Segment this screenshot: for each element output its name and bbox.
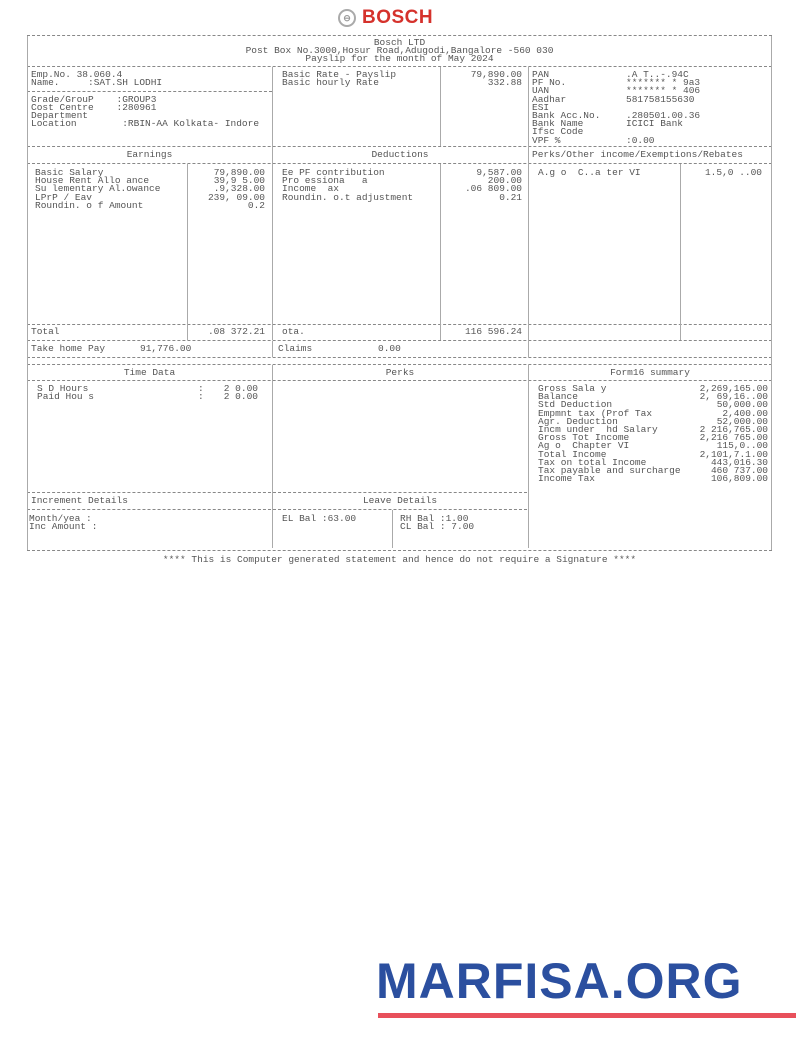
deduction-value: 9,587.00 <box>476 167 522 178</box>
form16-label: Empmnt tax (Prof Tax <box>538 407 653 419</box>
earning-value: 0.2 <box>247 199 265 211</box>
increment-amount: Inc Amount : <box>29 521 98 532</box>
perks-other-heading: Perks/Other income/Exemptions/Rebates <box>532 149 743 160</box>
deduction-label: Income ax <box>282 183 340 195</box>
take-home-value: 91,776.00 <box>140 343 192 354</box>
earning-label: Roundin. o f Amount <box>35 199 144 211</box>
claims-value: 0.00 <box>378 343 401 354</box>
watermark-underline <box>378 1013 796 1018</box>
el-balance: EL Bal :63.00 <box>282 513 357 524</box>
id-label: Bank Name <box>532 118 584 130</box>
form16-label: Gross Tot Income <box>538 432 630 444</box>
department: Department <box>31 110 89 121</box>
form16-heading: Form16 summary <box>610 367 690 378</box>
basic-rate-value: 79,890.00 <box>470 69 522 80</box>
form16-value: 2,400.00 <box>722 407 768 419</box>
id-label: UAN <box>532 85 550 97</box>
form16-value: 115,0..00 <box>716 440 768 452</box>
deductions-total-label: ota. <box>282 326 305 337</box>
id-label: Bank Acc.No. <box>532 110 601 121</box>
bosch-armature-icon: ⊖ <box>338 9 356 27</box>
id-value: .A T..-.94C <box>626 69 689 80</box>
form16-value: 2 216,765.00 <box>699 424 768 435</box>
location: Location :RBIN-AA Kolkata- Indore <box>31 118 260 129</box>
time-sep: : <box>198 391 204 403</box>
earning-label: Su lementary Al.owance <box>35 183 161 195</box>
earnings-total-value: .08 372.21 <box>207 326 265 337</box>
company-name: Bosch LTD <box>373 37 426 48</box>
form16-label: Std Deduction <box>538 399 613 411</box>
deductions-heading: Deductions <box>371 149 429 160</box>
earning-value: 79,890.00 <box>213 167 265 178</box>
id-value: .280501.00.36 <box>626 110 701 121</box>
form16-value: 2,269,165.00 <box>699 383 768 394</box>
form16-label: Incm under hd Salary <box>538 424 658 435</box>
emp-no: Emp.No. 38.060.4 <box>31 69 123 80</box>
emp-name: Name. :SAT.SH LODHI <box>31 77 163 88</box>
earning-value: 239, 09.00 <box>207 191 265 203</box>
time-sep: : <box>198 383 204 394</box>
time-data-heading: Time Data <box>123 367 176 378</box>
hourly-rate-label: Basic hourly Rate <box>282 77 379 88</box>
deduction-label: Ee PF contribution <box>282 167 385 178</box>
cost-centre: Cost Centre :280961 <box>31 102 157 113</box>
form16-label: Gross Sala y <box>538 383 607 394</box>
deduction-value: 200.00 <box>487 175 522 187</box>
form16-label: Balance <box>538 391 578 403</box>
form16-label: Ag o Chapter VI <box>538 440 630 452</box>
leave-heading: Leave Details <box>362 495 438 506</box>
rh-balance: RH Bal :1.00 <box>400 513 469 524</box>
id-value: :0.00 <box>626 134 655 146</box>
form16-value: 50,000.00 <box>716 399 768 411</box>
id-value: ******* * 9a3 <box>626 77 701 89</box>
form16-value: 52,000.00 <box>716 415 768 427</box>
id-label: PF No. <box>532 77 567 89</box>
deduction-label: Roundin. o.t adjustment <box>282 191 414 203</box>
bosch-logo: ⊖ BOSCH <box>338 7 433 29</box>
payslip-title: Payslip for the month of May 2024 <box>305 53 494 64</box>
earning-value: .9,328.00 <box>213 183 265 195</box>
id-label: ESI <box>532 101 550 113</box>
earning-value: 39,9 5.00 <box>213 175 265 187</box>
basic-rate-label: Basic Rate - Payslip <box>282 69 397 80</box>
earning-label: House Rent Allo ance <box>35 175 150 187</box>
form16-label: Agr. Deduction <box>538 415 618 427</box>
time-label: S D Hours <box>37 383 89 394</box>
earnings-heading: Earnings <box>126 149 173 160</box>
deductions-total-value: 116 596.24 <box>464 326 522 337</box>
id-value: ******* * 406 <box>626 85 701 97</box>
form16-value: 2, 69,16..00 <box>699 391 768 403</box>
id-label: Ifsc Code <box>532 126 584 138</box>
deduction-value: 0.21 <box>499 191 522 203</box>
increment-heading: Increment Details <box>31 495 128 506</box>
watermark: MARFISA.ORG <box>376 953 743 1009</box>
time-value: 2 0.00 <box>223 383 258 394</box>
grade: Grade/GrouP :GROUP3 <box>31 94 157 105</box>
hourly-rate-value: 332.88 <box>487 77 522 88</box>
id-label: Aadhar <box>532 93 567 105</box>
company-address: Post Box No.3000,Hosur Road,Adugodi,Bangalore -560 030 <box>245 45 554 56</box>
form16-label: Total Income <box>538 448 607 460</box>
id-label: PAN <box>532 69 550 80</box>
form16-label: Income Tax <box>538 473 596 485</box>
earning-label: LPrP / Eav <box>35 191 93 203</box>
form16-value: 2,101,7.1.00 <box>699 448 768 460</box>
footer-note: **** This is Computer generated statement and hence do not require a Signature **** <box>162 554 637 565</box>
earnings-total-label: Total <box>31 326 60 337</box>
form16-label: Tax on total Income <box>538 456 647 468</box>
earning-label: Basic Salary <box>35 167 104 178</box>
time-value: 2 0.00 <box>223 391 258 403</box>
take-home-label: Take home Pay <box>31 343 106 354</box>
id-value: ICICI Bank <box>626 118 684 130</box>
form16-value: 2,216 765.00 <box>699 432 768 444</box>
id-label: VPF % <box>532 134 561 146</box>
form16-value: 106,809.00 <box>710 473 768 485</box>
form16-label: Tax payable and surcharge <box>538 465 681 476</box>
cl-balance: CL Bal : 7.00 <box>400 521 475 532</box>
form16-value: 443,016.30 <box>710 456 768 468</box>
perks-heading: Perks <box>385 367 415 378</box>
deduction-value: .06 809.00 <box>464 183 522 195</box>
perk-other-value: 1.5,0 ..00 <box>704 167 762 178</box>
perk-other-label: A.g o C..a ter VI <box>538 167 641 178</box>
deduction-label: Pro essiona a <box>282 175 368 187</box>
id-value: 581758155630 <box>626 93 695 105</box>
form16-value: 460 737.00 <box>710 465 768 476</box>
claims-label: Claims <box>278 343 313 354</box>
time-label: Paid Hou s <box>37 391 95 403</box>
increment-month: Month/yea : <box>29 513 92 524</box>
